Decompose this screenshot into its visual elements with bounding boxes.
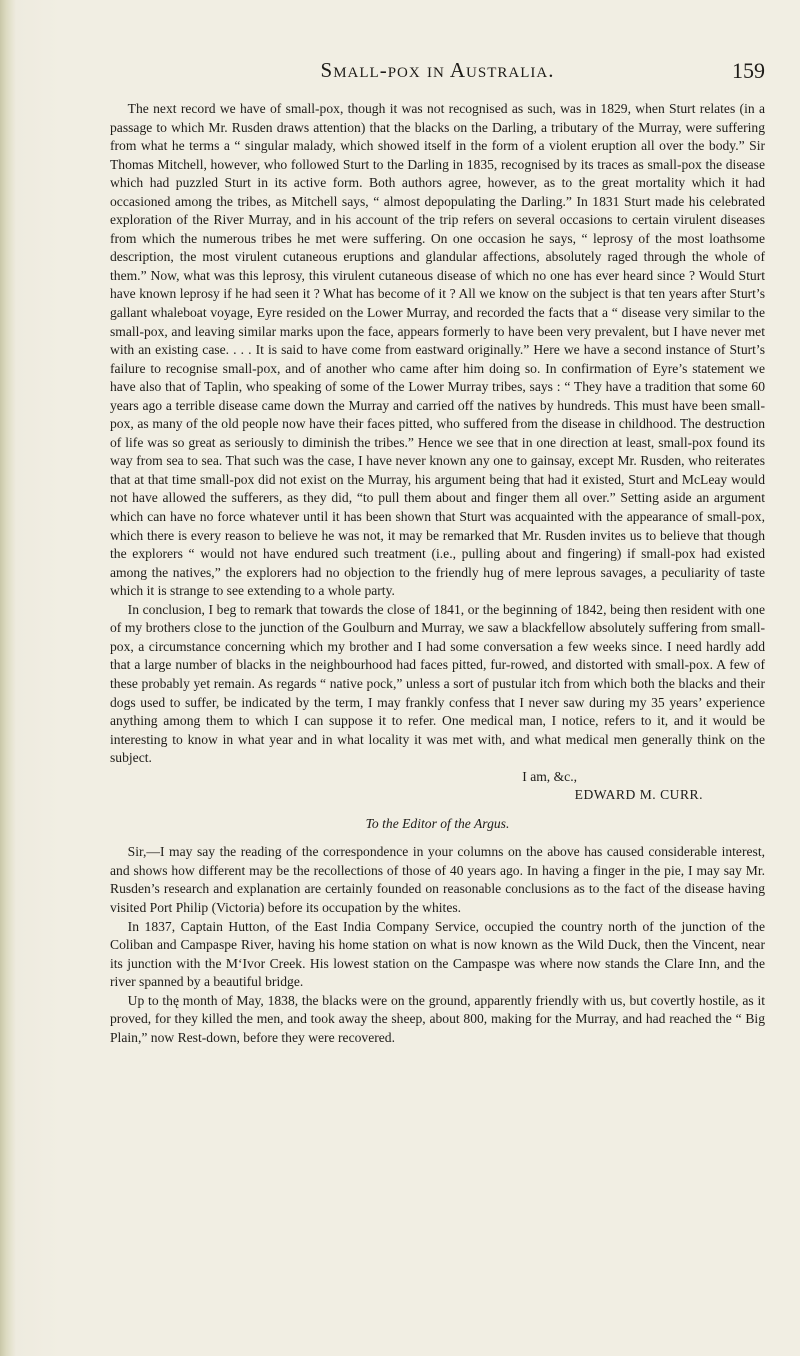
running-head: Small-pox in Australia. (320, 58, 555, 82)
letter-closing: I am, &c., (522, 768, 577, 784)
paragraph: In conclusion, I beg to remark that towards the close of 1841, or the beginning of 1842, being then resident with one of my brothers close to the junction of the Goulburn and Murray, we saw a blackfellow absolutely suffering from small-pox, a circumstance concerning which my brother and I had some conversation a few weeks since. I need hardly add that a large number of blacks in the neighbourhood had faces pitted, fur-rowed, and distorted with small-pox. A few of these probably yet remain. As regards “ native pock,” unless a sort of pustular itch from which both the blacks and their dogs used to suffer, be indicated by the term, I may frankly confess that I never saw during my 35 years’ experience anything among them to which I can suppose it to refer. One medical man, I notice, refers to it, and it would be interesting to know in what year and in what locality it was met with, and what medical men generally think on the subject. (110, 601, 765, 766)
paragraph: In 1837, Captain Hutton, of the East India Company Service, occupied the country north of the junction of the Coliban and Campaspe River, having his home station on what is now known as the Wild Duck, then the Vincent, near its junction with the M‘Ivor Creek. His lowest station on the Campaspe was where now stands the Clare Inn, and the river spanned by a beautiful bridge. (110, 918, 765, 990)
letter-address: To the Editor of the Argus. (365, 815, 510, 831)
page-header (110, 58, 765, 92)
letter-signature: EDWARD M. CURR. (574, 787, 703, 803)
paragraph: The next record we have of small-pox, though it was not recognised as such, was in 1829, when Sturt relates (in a passage to which Mr. Rusden draws attention) that the blacks on the Darling, a tributary of the Murray, were suffering from what he terms a “ singular malady, which showed itself in the form of a violent eruption all over the body.” Sir Thomas Mitchell, however, who followed Sturt to the Darling in 1835, recognised by its traces as small-pox the disease which had puzzled Sturt in its active form. Both authors agree, however, as to the great mortality which it had occasioned among the tribes, as Mitchell says, “ almost depopulating the Darling.” In 1831 Sturt made his celebrated exploration of the River Murray, and in his account of the trip refers on several occasions to certain virulent diseases from which the numerous tribes he met were suffering. On one occasion he says, “ leprosy of the most loathsome description, the most virulent cutaneous eruptions and glandular affections, absolutely raged through the whole of them.” Now, what was this leprosy, this virulent cutaneous disease of which no one has ever heard since ? Would Sturt have known leprosy if he had seen it ? What has become of it ? All we know on the subject is that ten years after Sturt’s gallant whaleboat voyage, Eyre resided on the Lower Murray, and recorded the facts that a “ disease very similar to the small-pox, and leaving similar marks upon the face, appears formerly to have been very prevalent, but I have never met with an existing case. . . . It is said to have come from eastward originally.” Here we have a second instance of Sturt’s failure to recognise small-pox, and of another who came after him doing so. In confirmation of Eyre’s statement we have also that of Taplin, who speaking of some of the Lower Murray tribes, says : “ They have a tradition that some 60 years ago a terrible disease came down the Murray and carried off the natives by hundreds. This must have been small-pox, as many of the old people now have their faces pitted, who suffered from the disease in childhood. The destruction of life was so great as seriously to diminish the tribes.” Hence we see that in one direction at least, small-pox found its way from sea to sea. That such was the case, I have never known any one to gainsay, except Mr. Rusden, who reiterates that at that time small-pox did not exist on the Murray, his argument being that had it existed, Sturt and McLeay would not have allowed the sufferers, as they did, “to pull them about and finger them all over.” Setting aside an argument which can have no force whatever until it has been shown that Sturt was acquainted with the appearance of small-pox, which there is every reason to believe he was not, it may be remarked that Mr. Rusden invites us to believe that though the explorers “ would not have endured such treatment (i.e., pulling about and fingering) if small-pox had existed among the natives,” the explorers had no objection to the friendly hug of mere leprous savages, a peculiarity of taste which it is strange to see extending to a whole party. (110, 101, 765, 599)
page-body (110, 100, 765, 1047)
page-number: 159 (732, 58, 765, 83)
paragraph: Sir,—I may say the reading of the correspondence in your columns on the above has caused considerable interest, and shows how different may be the recollections of those of 40 years ago. In having a finger in the pie, I may say Mr. Rusden’s research and explanation are certainly founded on reasonable conclusions as to the fact of the disease having visited Port Philip (Victoria) before its occupation by the whites. (110, 844, 765, 915)
paragraph: Up to thę month of May, 1838, the blacks were on the ground, apparently friendly with us, but covertly hostile, as it proved, for they killed the men, and took away the sheep, about 800, making for the Murray, and had reached the “ Big Plain,” now Rest-down, before they were recovered. (110, 992, 765, 1045)
